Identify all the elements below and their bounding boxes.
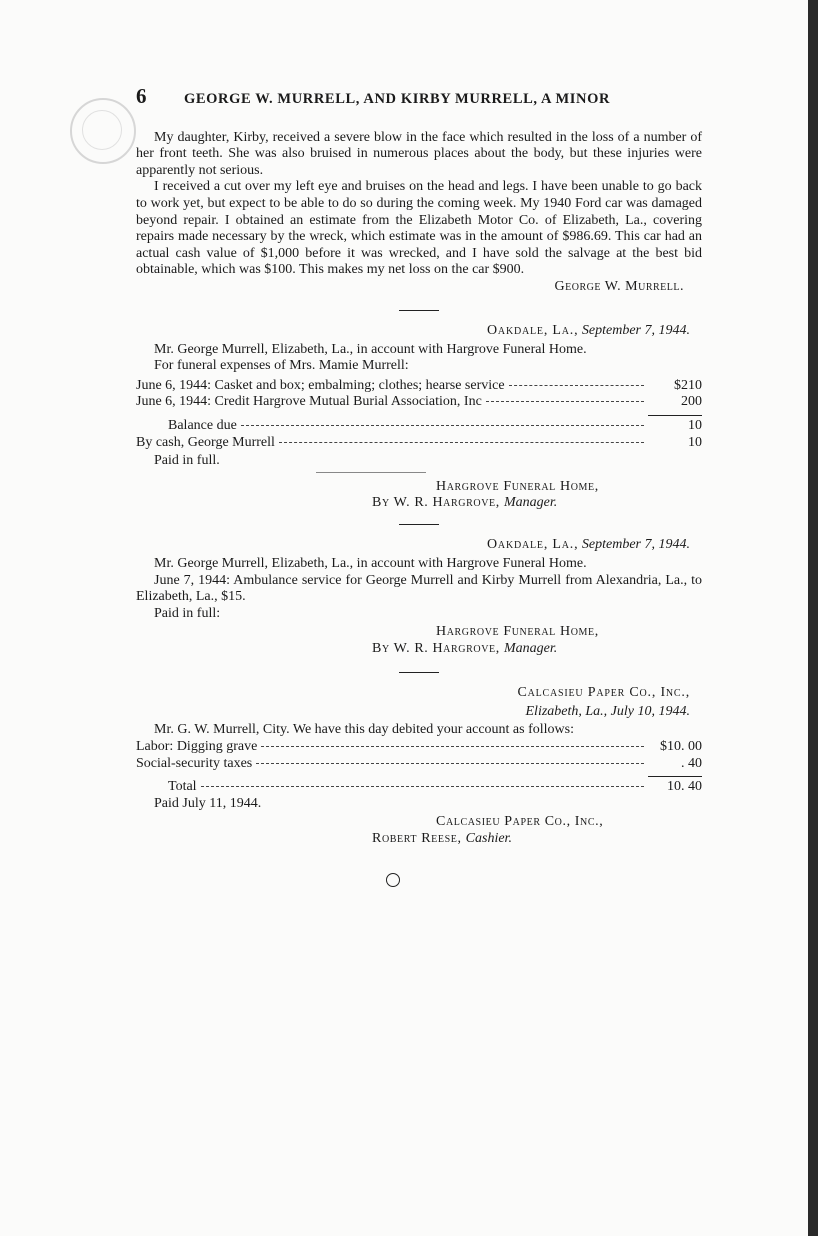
bill2-signature: Hargrove Funeral Home, By W. R. Hargrove, Manager. [372,624,599,657]
bill2-service-line: June 7, 1944: Ambulance service for George Murrell and Kirby Murrell from Alexandria, La., to Elizabeth, La., $15. [136,572,702,605]
bill1-dateline: Oakdale, La., September 7, 1944. [487,323,690,339]
page-content [136,84,702,847]
bill2-account-line: Mr. George Murrell, Elizabeth, La., in account with Hargrove Funeral Home. [154,556,587,572]
bill3-item-row: Labor: Digging grave $10. 00 [136,738,702,754]
bill3-item-row: Social-security taxes . 40 [136,755,702,771]
bill2-dateline: Oakdale, La., September 7, 1944. [487,537,690,553]
statement-paragraph-2: I received a cut over my left eye and bruises on the head and legs. I have been unable to go back to work yet, but expect to be able to do so during the coming week. My 1940 Ford car was damaged beyond repair. I obtained an estimate from the Elizabeth Motor Co. of Elizabeth, La., covering repairs made necessary by the wreck, which estimate was in the amount of $986.69. This car had an actual cash value of $1,000 before it was wrecked, and I have sold the salvage at the best bid obtainable, which was $100. This makes my net loss on the car $900. [136,179,702,278]
statement-signature: George W. Murrell. [554,278,684,294]
bill1-paid-note: Paid in full. [154,453,220,469]
bill3-company: Calcasieu Paper Co., Inc., [517,685,690,701]
bill3-paid-note: Paid July 11, 1944. [154,795,262,811]
registration-mark-icon [386,873,400,887]
running-title: GEORGE W. MURRELL, AND KIRBY MURRELL, A MINOR [184,91,611,107]
bill1-balance-row: Balance due 10 [168,418,702,433]
page-header [136,84,702,108]
bill1-purpose-line: For funeral expenses of Mrs. Mamie Murrell: [154,358,409,374]
bill3-signature: Calcasieu Paper Co., Inc., Robert Reese, Cashier. [372,814,604,846]
signature-line [316,472,426,473]
bill1-cash-row: By cash, George Murrell 10 [136,434,702,450]
bill3-total-row: Total 10. 40 [168,779,702,795]
bill2-paid-note: Paid in full: [154,605,221,621]
bill1-signature: Hargrove Funeral Home, By W. R. Hargrove, Manager. [372,478,599,511]
library-stamp-icon [70,98,136,164]
statement-paragraph-1: My daughter, Kirby, received a severe blow in the face which resulted in the loss of a number of her front teeth. She was also bruised in numerous places about the body, but these injuries were apparently not serious. [136,129,702,178]
bill3-dateline: Elizabeth, La., July 10, 1944. [525,703,690,719]
bill1-account-line: Mr. George Murrell, Elizabeth, La., in account with Hargrove Funeral Home. [154,341,587,357]
sum-rule [648,415,702,416]
section-divider [399,524,439,526]
sum-rule [648,776,702,777]
bill3-account-line: Mr. G. W. Murrell, City. We have this day debited your account as follows: [154,722,574,738]
bill1-item-row: June 6, 1944: Casket and box; embalming; clothes; hearse service $210 [136,377,702,393]
section-divider [399,310,439,312]
section-divider [399,672,439,674]
page-number: 6 [136,84,147,108]
bill1-item-row: June 6, 1944: Credit Hargrove Mutual Burial Association, Inc 200 [136,394,702,410]
